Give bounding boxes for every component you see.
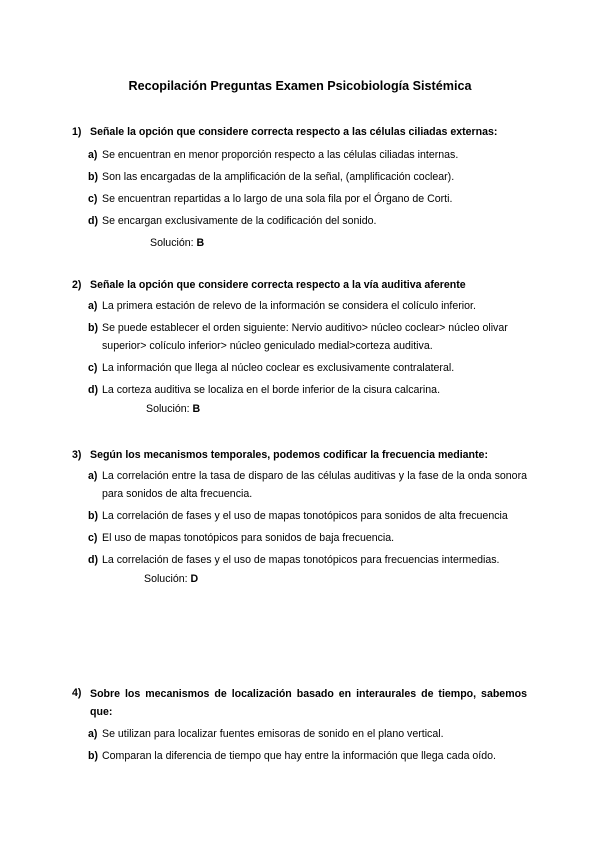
option-text: Se puede establecer el orden siguiente: Nervio auditivo> núcleo coclear> núcleo olivar superior> colículo inferior> núcleo geniculado medial>corteza auditiva. (102, 322, 508, 352)
solution (144, 573, 527, 585)
option-text: La correlación de fases y el uso de mapas tonotópicos para frecuencias intermedias. (102, 554, 500, 566)
option-c (88, 190, 527, 208)
option-text: Comparan la diferencia de tiempo que hay entre la información que llega cada oído. (102, 750, 496, 762)
option-letter: b) (88, 322, 98, 334)
solution-label: Solución: (150, 237, 194, 249)
question-number: 4) (72, 687, 82, 699)
option-b (88, 747, 527, 765)
solution-label: Solución: (146, 403, 190, 415)
question-heading (72, 447, 527, 463)
option-text: Son las encargadas de la amplificación de la señal, (amplificación coclear). (102, 171, 455, 183)
question-heading (72, 277, 527, 293)
option-c (88, 359, 527, 377)
option-letter: d) (88, 384, 98, 396)
question-2 (72, 277, 527, 415)
option-letter: c) (88, 362, 98, 374)
question-1 (72, 124, 527, 249)
option-text: La correlación de fases y el uso de mapas tonotópicos para sonidos de alta frecuencia (102, 510, 508, 522)
option-text: Se encuentran en menor proporción respecto a las células ciliadas internas. (102, 149, 459, 161)
option-letter: a) (88, 149, 98, 161)
option-text: Se encuentran repartidas a lo largo de una sola fila por el Órgano de Corti. (102, 193, 453, 205)
solution (150, 237, 527, 249)
option-b (88, 319, 527, 355)
option-text: La primera estación de relevo de la información se considera el colículo inferior. (102, 300, 476, 312)
option-letter: c) (88, 193, 98, 205)
solution-value: B (192, 403, 201, 415)
option-text: La correlación entre la tasa de disparo de las células auditivas y la fase de la onda sonora para sonidos de alta frecuencia. (102, 470, 527, 500)
option-b (88, 168, 527, 186)
solution-value: D (190, 573, 199, 585)
option-d (88, 551, 527, 569)
solution-label: Solución: (144, 573, 188, 585)
option-letter: b) (88, 171, 98, 183)
page-title: Recopilación Preguntas Examen Psicobiología Sistémica (128, 79, 472, 93)
option-text: El uso de mapas tonotópicos para sonidos de baja frecuencia. (102, 532, 395, 544)
option-text: La corteza auditiva se localiza en el borde inferior de la cisura calcarina. (102, 384, 441, 396)
question-heading (72, 124, 527, 140)
option-letter: c) (88, 532, 98, 544)
option-text: Se encargan exclusivamente de la codificación del sonido. (102, 215, 377, 227)
question-text: Según los mecanismos temporales, podemos codificar la frecuencia mediante: (90, 449, 488, 461)
option-a (88, 725, 527, 743)
option-letter: a) (88, 728, 98, 740)
option-d (88, 381, 527, 399)
option-text: Se utilizan para localizar fuentes emisoras de sonido en el plano vertical. (102, 728, 444, 740)
question-number: 3) (72, 449, 82, 461)
question-heading (72, 685, 527, 721)
question-4 (72, 685, 527, 765)
option-b (88, 507, 527, 525)
option-d (88, 212, 527, 230)
option-letter: b) (88, 510, 98, 522)
solution (146, 403, 527, 415)
question-text: Sobre los mecanismos de localización basado en interaurales de tiempo, sabemos que: (90, 688, 527, 718)
question-text: Señale la opción que considere correcta respecto a las células ciliadas externas: (90, 126, 498, 138)
option-letter: a) (88, 470, 98, 482)
option-text: La información que llega al núcleo coclear es exclusivamente contralateral. (102, 362, 455, 374)
option-a (88, 297, 527, 315)
question-number: 1) (72, 126, 82, 138)
option-letter: b) (88, 750, 98, 762)
question-number: 2) (72, 279, 82, 291)
option-letter: d) (88, 554, 98, 566)
option-c (88, 529, 527, 547)
solution-value: B (196, 237, 205, 249)
option-a (88, 467, 527, 503)
option-a (88, 146, 527, 164)
option-letter: d) (88, 215, 98, 227)
option-letter: a) (88, 300, 98, 312)
question-3 (72, 447, 527, 585)
question-text: Señale la opción que considere correcta respecto a la vía auditiva aferente (90, 279, 466, 291)
